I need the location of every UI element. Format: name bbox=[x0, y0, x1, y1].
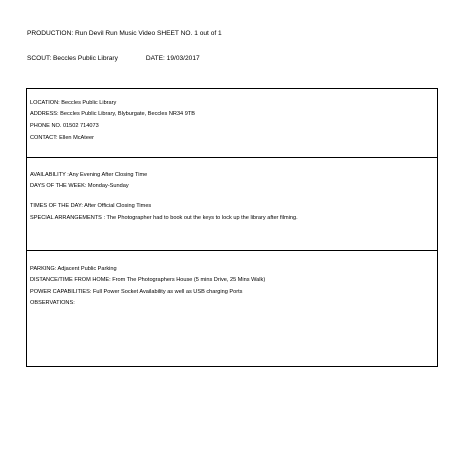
scout-line: SCOUT: Beccles Public Library bbox=[27, 55, 118, 62]
scout-date-line bbox=[27, 56, 200, 63]
location-field: LOCATION: Beccles Public Library bbox=[30, 100, 117, 106]
availability-field: AVAILABILITY :Any Evening After Closing Time bbox=[30, 172, 148, 178]
contact-field: CONTACT: Ellen McAteer bbox=[30, 135, 94, 141]
phone-field: PHONE NO. 01502 714073 bbox=[30, 123, 99, 129]
address-field: ADDRESS: Beccles Public Library, Blyburgate, Beccles NR34 9TB bbox=[30, 111, 195, 117]
special-arrangements-field: SPECIAL ARRANGEMENTS : The Photographer had to book out the keys to lock up the library after filming. bbox=[30, 215, 298, 221]
production-line: PRODUCTION: Run Devil Run Music Video SHEET NO. 1 out of 1 bbox=[27, 30, 222, 37]
times-field: TIMES OF THE DAY: After Official Closing Times bbox=[30, 203, 152, 209]
power-field: POWER CAPABILITIES: Full Power Socket Availability as well as USB charging Ports bbox=[30, 289, 243, 295]
logistics-section bbox=[26, 250, 438, 367]
distance-field: DISTANCE/TIME FROM HOME: From The Photographers House (5 mins Drive, 25 Mins Walk) bbox=[30, 277, 266, 283]
days-field: DAYS OF THE WEEK: Monday-Sunday bbox=[30, 183, 129, 189]
availability-section bbox=[26, 157, 438, 251]
observations-field: OBSERVATIONS: bbox=[30, 300, 75, 306]
location-section bbox=[26, 88, 438, 158]
parking-field: PARKING: Adjacent Public Parking bbox=[30, 266, 117, 272]
date-line: DATE: 19/03/2017 bbox=[145, 55, 200, 62]
